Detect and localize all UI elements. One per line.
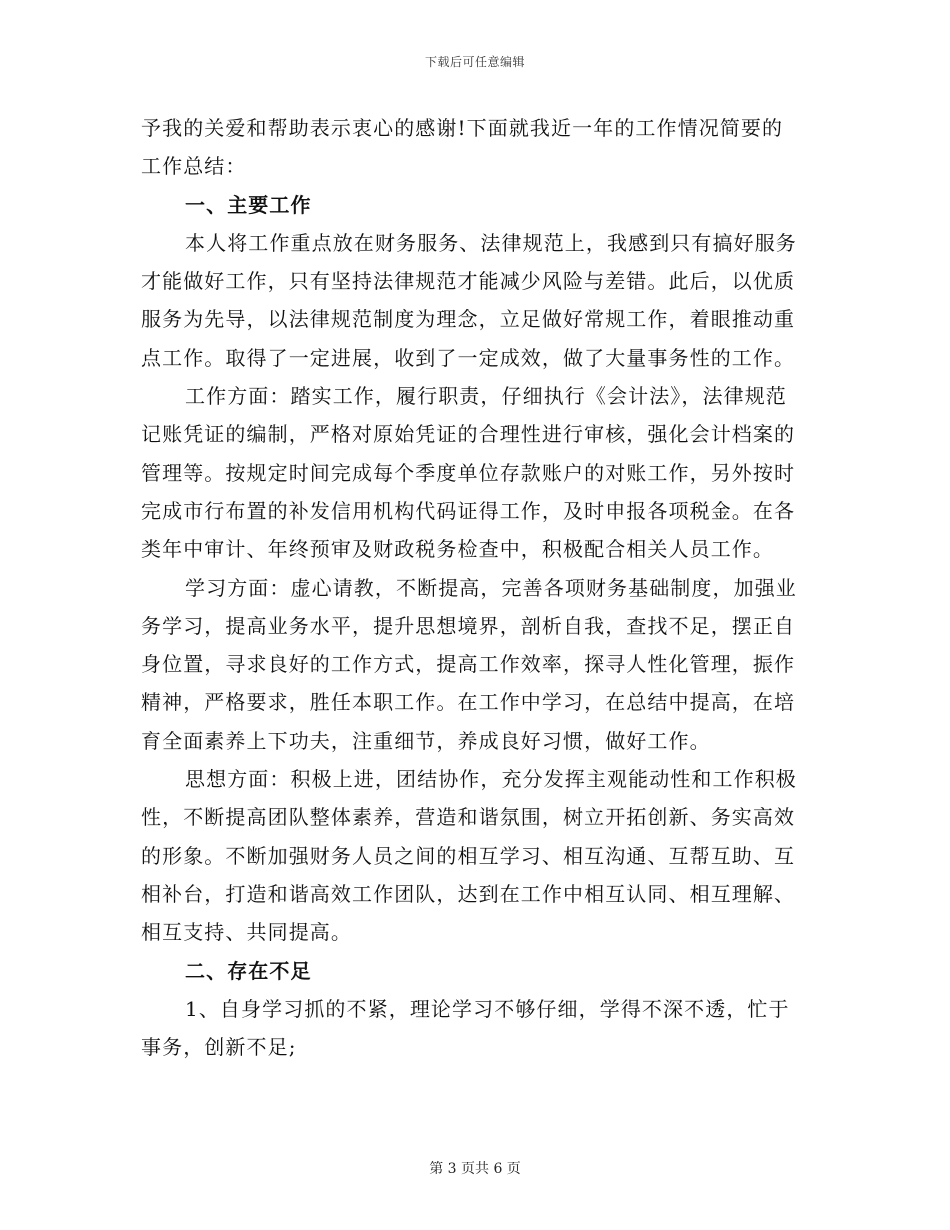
document-body [141, 109, 803, 1066]
section-heading-shortcomings: 二、存在不足 [185, 958, 312, 983]
paragraph-thought-aspect: 思想方面：积极上进，团结协作，充分发挥主观能动性和工作积极性，不断提高团队整体素养，营造和谐氛围，树立开拓创新、务实高效的形象。不断加强财务人员之间的相互学习、相互沟通、互帮互助、互相补台，打造和谐高效工作团队，达到在工作中相互认同、相互理解、相互支持、共同提高。 [141, 767, 797, 945]
intro-paragraph: 予我的关爱和帮助表示衷心的感谢!下面就我近一年的工作情况简要的工作总结： [141, 116, 784, 179]
page-header: 下载后可任意编辑 [424, 55, 525, 69]
paragraph-work-aspect: 工作方面：踏实工作，履行职责，仔细执行《会计法》，法律规范记账凭证的编制，严格对原始凭证的合理性进行审核，强化会计档案的管理等。按规定时间完成每个季度单位存款账户的对账工作，另外按时完成市行布置的补发信用机构代码证得工作，及时申报各项税金。在各类年中审计、年终预审及财政税务检查中，积极配合相关人员工作。 [141, 384, 796, 562]
section-heading-main-work: 一、主要工作 [185, 192, 312, 217]
paragraph-study-aspect: 学习方面：虚心请教，不断提高，完善各项财务基础制度，加强业务学习，提高业务水平，提升思想境界，剖析自我，查找不足，摆正自身位置，寻求良好的工作方式，提高工作效率，探寻人性化管理，振作精神，严格要求，胜任本职工作。在工作中学习，在总结中提高，在培育全面素养上下功夫，注重细节，养成良好习惯，做好工作。 [141, 575, 797, 753]
paragraph-service-focus: 本人将工作重点放在财务服务、法律规范上，我感到只有搞好服务才能做好工作，只有坚持法律规范才能减少风险与差错。此后，以优质服务为先导，以法律规范制度为理念，立足做好常规工作，着眼推动重点工作。取得了一定进展，收到了一定成效，做了大量事务性的工作。 [141, 230, 797, 370]
paragraph-shortcoming-1: 1、自身学习抓的不紧，理论学习不够仔细，学得不深不透，忙于事务，创新不足; [141, 996, 790, 1060]
page-number: 第 3 页共 6 页 [429, 1161, 521, 1177]
